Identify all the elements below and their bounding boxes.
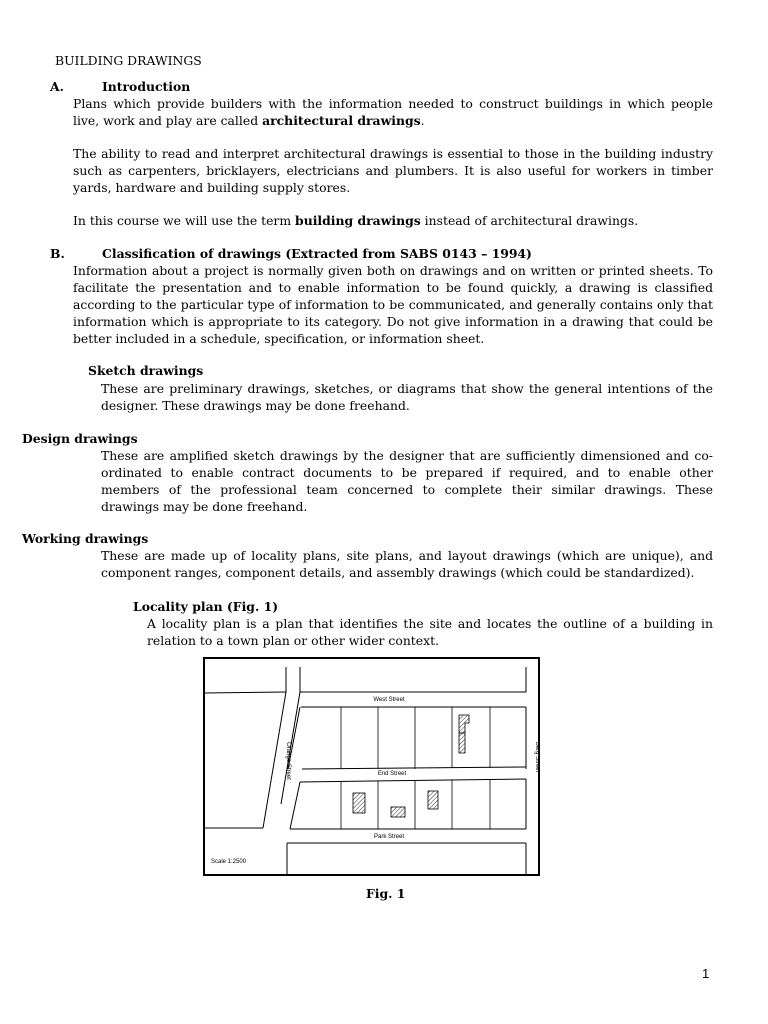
intro-paragraph-3: In this course we will use the term building drawings instead of architectural drawings. bbox=[73, 213, 639, 228]
park-street-label: Park Street bbox=[373, 834, 405, 840]
sketch-heading: Sketch drawings bbox=[88, 363, 204, 378]
sketch-paragraph: These are preliminary drawings, sketches, or diagrams that show the general intentions of the designer. These drawings may be done freehand. bbox=[101, 381, 713, 413]
section-a-heading: Introduction bbox=[102, 79, 191, 94]
section-b-letter: B. bbox=[50, 246, 65, 261]
document-title: BUILDING DRAWINGS bbox=[55, 53, 202, 68]
design-paragraph: These are amplified sketch drawings by the designer that are sufficiently dimensioned and co-ordinated to enable contract documents to be prepared if required, and to enable other members of the professional team concerned to complete their similar drawings. These drawings may be done freehand. bbox=[101, 448, 713, 514]
figure-border bbox=[204, 658, 539, 875]
section-a-letter: A. bbox=[50, 79, 64, 94]
orange-street-label: Orange Street bbox=[285, 742, 291, 780]
intro-paragraph-2: The ability to read and interpret architectural drawings is essential to those in the building industry such as carpenters, bricklayers, electricians and plumbers. It is also useful for workers in timber yards, hardware and building supply stores. bbox=[73, 146, 713, 195]
berg-street-label: Berg Street bbox=[534, 741, 540, 773]
figure-caption: Fig. 1 bbox=[366, 886, 406, 901]
west-street-label: West Street bbox=[373, 697, 405, 703]
working-paragraph: These are made up of locality plans, site plans, and layout drawings (which are unique), and component ranges, component details, and assembly drawings (which could be standardized). bbox=[101, 548, 713, 580]
section-b-heading: Classification of drawings (Extracted from SABS 0143 – 1994) bbox=[102, 246, 532, 261]
scale-label: Scale 1:2500 bbox=[211, 859, 247, 865]
locality-paragraph: A locality plan is a plan that identifies the site and locates the outline of a building in relation to a town plan or other wider context. bbox=[147, 616, 713, 648]
classification-paragraph: Information about a project is normally given both on drawings and on written or printed sheets. To facilitate the presentation and to enable information to be found quickly, a drawing is classified according to the particular type of information to be communicated, and generally contains only that information which is appropriate to its category. Do not give information in a drawing that could be better included in a schedule, specification, or information sheet. bbox=[73, 263, 713, 346]
working-heading: Working drawings bbox=[22, 531, 149, 546]
locality-heading: Locality plan (Fig. 1) bbox=[133, 599, 279, 614]
locality-plan-figure bbox=[203, 657, 540, 876]
page-number: 1 bbox=[702, 966, 710, 981]
intro-paragraph-1: Plans which provide builders with the information needed to construct buildings in which people live, work and play are called architectural drawings. bbox=[73, 96, 713, 128]
end-street-label: End Street bbox=[377, 771, 407, 777]
design-heading: Design drawings bbox=[22, 431, 138, 446]
